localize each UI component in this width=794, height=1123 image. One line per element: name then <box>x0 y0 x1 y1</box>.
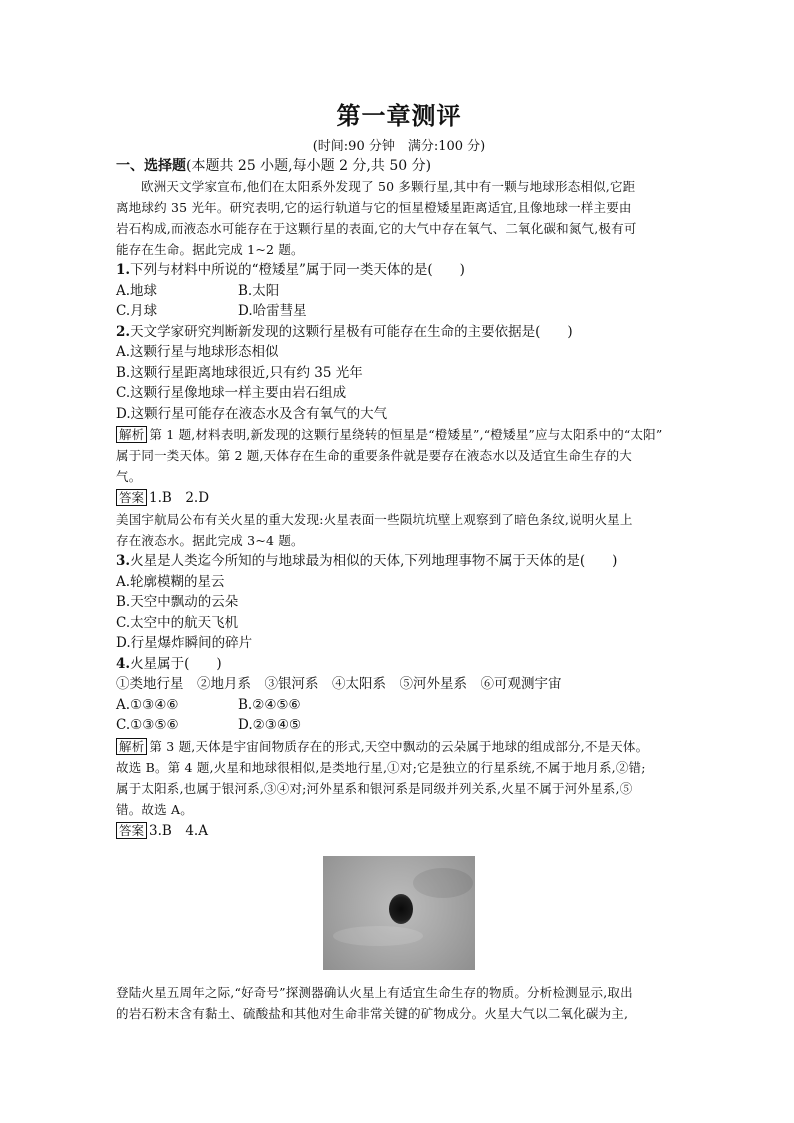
material-line: 美国宇航局公布有关火星的重大发现:火星表面一些陨坑坑壁上观察到了暗色条纹,说明火星上 <box>116 512 633 527</box>
material-line: 离地球约 35 光年。研究表明,它的运行轨道与它的恒星橙矮星距离适宜,且像地球一样主要由 <box>116 200 632 215</box>
question-items: ①类地行星 ②地月系 ③银河系 ④太阳系 ⑤河外星系 ⑥可观测宇宙 <box>116 676 562 692</box>
question-text: 天文学家研究判断新发现的这颗行星极有可能存在生命的主要依据是( ) <box>130 323 573 340</box>
question-text: 火星是人类迄今所知的与地球最为相似的天体,下列地理事物不属于天体的是( ) <box>130 553 618 569</box>
answer-1 <box>116 487 682 509</box>
option-a[interactable]: A.轮廓模糊的星云 <box>116 573 225 590</box>
option-d[interactable]: D.哈雷彗星 <box>238 303 307 319</box>
option-d[interactable]: D.行星爆炸瞬间的碎片 <box>116 635 253 651</box>
option-a[interactable]: A.①③④⑥ <box>116 696 179 713</box>
analysis-line: 第 1 题,材料表明,新发现的这颗行星绕转的恒星是“橙矮星”,“橙矮星”应与太阳系中的“太阳” <box>149 427 663 442</box>
analysis-line: 气。 <box>116 469 142 484</box>
option-b[interactable]: B.天空中飘动的云朵 <box>116 594 239 610</box>
question-number: 1. <box>116 262 131 278</box>
material-line: 欧洲天文学家宣布,他们在太阳系外发现了 50 多颗行星,其中有一颗与地球形态相似,它距 <box>141 179 636 194</box>
option-b[interactable]: B.这颗行星距离地球很近,只有约 35 光年 <box>116 364 363 381</box>
option-b[interactable]: B.太阳 <box>238 282 280 299</box>
analysis-line: 属于太阳系,也属于银河系,③④对;河外星系和银河系是同级并列关系,火星不属于河外星系,⑤ <box>116 780 633 796</box>
analysis-2 <box>116 736 682 820</box>
answer-tag: 答案 <box>116 489 147 506</box>
answer-2 <box>116 820 682 842</box>
analysis-tag: 解析 <box>116 426 147 443</box>
drill-hole <box>389 894 413 924</box>
question-number: 2. <box>116 323 131 340</box>
photo-shadow <box>413 868 473 898</box>
material-line: 能存在生命。据此完成 1~2 题。 <box>116 242 304 257</box>
material-line: 的岩石粉末含有黏土、硫酸盐和其他对生命非常关键的矿物成分。火星大气以二氧化碳为主, <box>116 1005 629 1021</box>
analysis-line: 第 3 题,天体是宇宙间物质存在的形式,天空中飘动的云朵属于地球的组成部分,不是天体。 <box>149 738 649 754</box>
option-a[interactable]: A.这颗行星与地球形态相似 <box>116 344 279 360</box>
material-line: 存在液态水。据此完成 3~4 题。 <box>116 533 304 548</box>
question-text: 火星属于( ) <box>130 655 222 672</box>
option-c[interactable]: C.这颗行星像地球一样主要由岩石组成 <box>116 385 347 401</box>
analysis-1 <box>116 424 682 487</box>
material-3 <box>116 982 682 1024</box>
question-number: 3. <box>116 553 131 569</box>
question-text: 下列与材料中所说的“橙矮星”属于同一类天体的是( ) <box>130 262 465 278</box>
option-d[interactable]: D.②③④⑤ <box>238 717 302 733</box>
answer-text: 3.B 4.A <box>149 822 208 839</box>
option-b[interactable]: B.②④⑤⑥ <box>238 696 301 713</box>
question-1 <box>116 260 682 322</box>
section-note: (本题共 25 小题,每小题 2 分,共 50 分) <box>186 158 432 174</box>
answer-tag: 答案 <box>116 822 147 839</box>
option-c[interactable]: C.太空中的航天飞机 <box>116 614 239 631</box>
page <box>116 96 682 1024</box>
section-head-text: 一、选择题 <box>116 158 186 174</box>
option-c[interactable]: C.①③⑤⑥ <box>116 717 179 733</box>
material-line: 登陆火星五周年之际,“好奇号”探测器确认火星上有适宜生命生存的物质。分析检测显示,取出 <box>116 984 633 1000</box>
material-line: 岩石构成,而液态水可能存在于这颗行星的表面,它的大气中存在氧气、二氧化碳和氮气,极有可 <box>116 221 637 236</box>
photo-ridge <box>333 926 423 946</box>
analysis-line: 错。故选 A。 <box>116 801 193 817</box>
page-subtitle: (时间:90 分钟 满分:100 分) <box>312 139 486 154</box>
section-heading <box>116 156 682 176</box>
option-a[interactable]: A.地球 <box>116 282 158 299</box>
answer-text: 1.B 2.D <box>149 490 210 506</box>
analysis-tag: 解析 <box>116 738 147 755</box>
question-2 <box>116 322 682 425</box>
page-title: 第一章测评 <box>336 101 462 130</box>
analysis-line: 故选 B。第 4 题,火星和地球很相似,是类地行星,①对;它是独立的行星系统,不属于地月系,②错; <box>116 759 646 775</box>
option-c[interactable]: C.月球 <box>116 303 158 319</box>
mars-crater-photo <box>323 856 475 970</box>
material-1 <box>116 176 682 260</box>
question-3 <box>116 551 682 654</box>
material-2 <box>116 509 682 551</box>
question-number: 4. <box>116 655 131 672</box>
analysis-line: 属于同一类天体。第 2 题,天体存在生命的重要条件就是要存在液态水以及适宜生命生存的大 <box>116 448 632 463</box>
question-4 <box>116 654 682 736</box>
option-d[interactable]: D.这颗行星可能存在液态水及含有氧气的大气 <box>116 405 388 422</box>
